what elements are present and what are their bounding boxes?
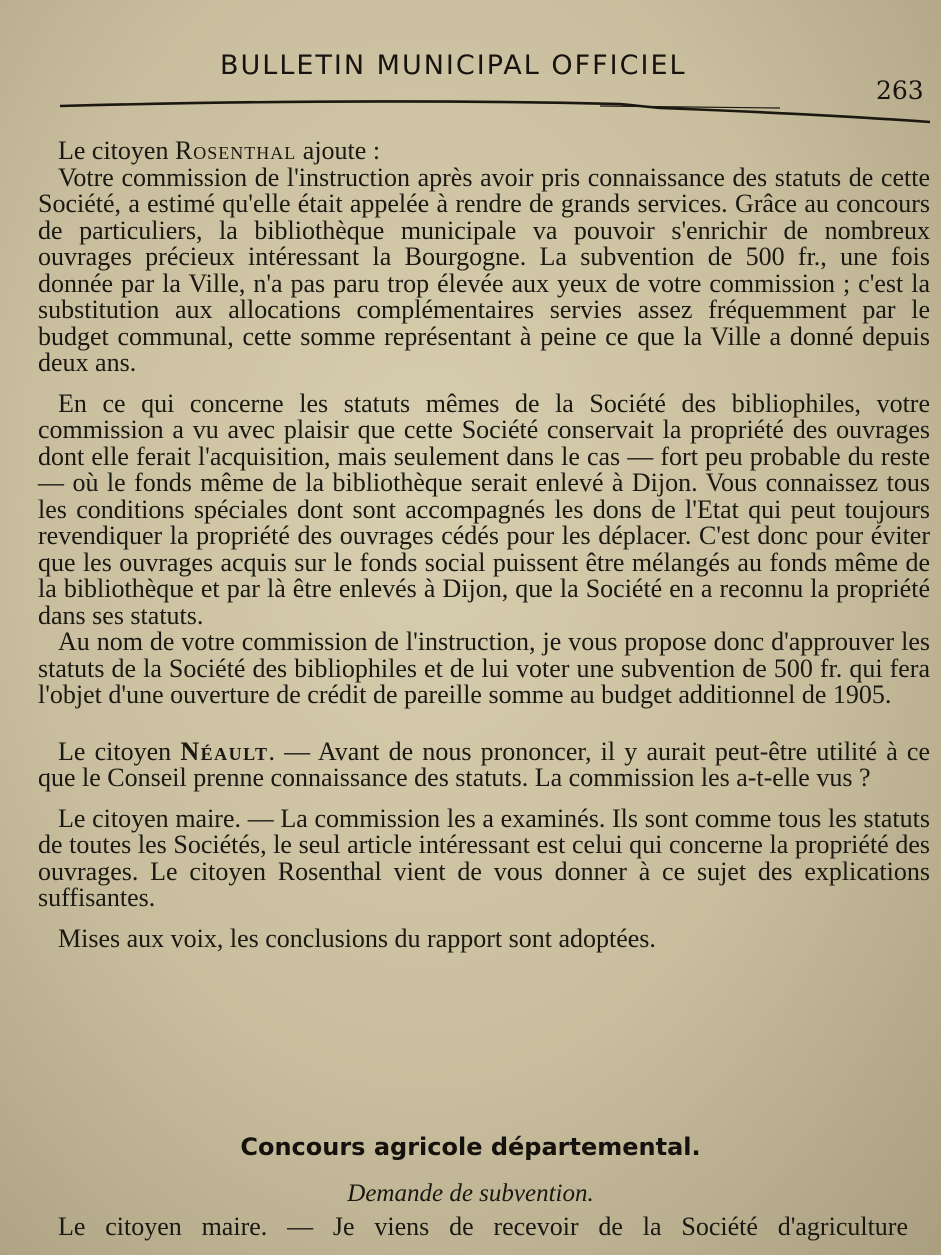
paragraph-rosenthal-intro <box>38 138 930 165</box>
speaker-label: Le citoyen <box>58 136 169 165</box>
speaker-name: Rosenthal <box>174 136 297 165</box>
header-rule <box>60 96 930 126</box>
speaker-intro-text: ajoute : <box>302 136 381 165</box>
page-number: 263 <box>876 76 924 105</box>
paragraph-maire-reply: Le citoyen maire. — La commission les a examinés. Ils sont comme tous les statuts de toutes les Sociétés, le seul article intéressant est celui qui concerne la propriété des ouvrages. Le citoyen Rosenthal vient de vous donner à ce sujet des explications suffisantes. <box>38 803 930 912</box>
paragraph-neault <box>38 736 931 792</box>
paragraph-proposal: Au nom de votre commission de l'instruction, je vous propose donc d'approuver les statuts de la Société des bibliophiles et de lui voter une subvention de 500 fr. qui fera l'objet d'une ouverture de crédit de pareille somme au budget additionnel de 1905. <box>38 627 930 709</box>
neault-text: . — Avant de nous prononcer, il y aurait peut-être utilité à ce que le Conseil prenne connaissance des statuts. La commission les a-t-elle vus ? <box>38 736 931 792</box>
paragraph-commission-report: Votre commission de l'instruction après avoir pris connaissance des statuts de cette Société, a estimé qu'elle était appelée à rendre de grands services. Grâce au concours de particuliers, la bibliothèque municipale va pouvoir s'enrichir de nombreux ouvrages précieux intéressant la Bourgogne. La subvention de 500 fr., une fois donnée par la Ville, n'a pas paru trop élevée aux yeux de votre commission ; c'est la substitution aux allocations complémentaires servies assez fréquemment par le budget communal, cette somme représentant à peine ce que la Ville a donné depuis deux ans. <box>38 162 930 377</box>
running-title: BULLETIN MUNICIPAL OFFICIEL <box>220 50 687 81</box>
paragraph-subvention-start: Le citoyen maire. — Je viens de recevoir de la Société d'agriculture <box>58 1212 908 1241</box>
paragraph-statuts: En ce qui concerne les statuts mêmes de la Société des bibliophiles, votre commission a vu avec plaisir que cette Société conservait la propriété des ouvrages dont elle ferait l'acquisition, mais seulement dans le cas — fort peu probable du reste — où le fonds même de la bibliothèque serait enlevé à Dijon. Vous connaissez tous les conditions spéciales dont sont accompagnés les dons de l'Etat qui peut toujours revendiquer la propriété des ouvrages cédés pour les déplacer. C'est donc pour éviter que les ouvrages acquis sur le fonds social puissent être mélangés au fonds même de la bibliothèque et par là être enlevés à Dijon, que la Société en a reconnu la propriété dans ses statuts. <box>38 388 930 630</box>
page-header <box>60 42 930 122</box>
paragraph-vote: Mises aux voix, les conclusions du rapport sont adoptées. <box>58 923 656 953</box>
section-heading: Concours agricole départemental. <box>240 1133 701 1161</box>
speaker-name: Néault <box>180 736 269 766</box>
section-subheading: Demande de subvention. <box>347 1180 594 1207</box>
body-text <box>38 138 930 952</box>
speaker-label: Le citoyen <box>58 736 172 766</box>
